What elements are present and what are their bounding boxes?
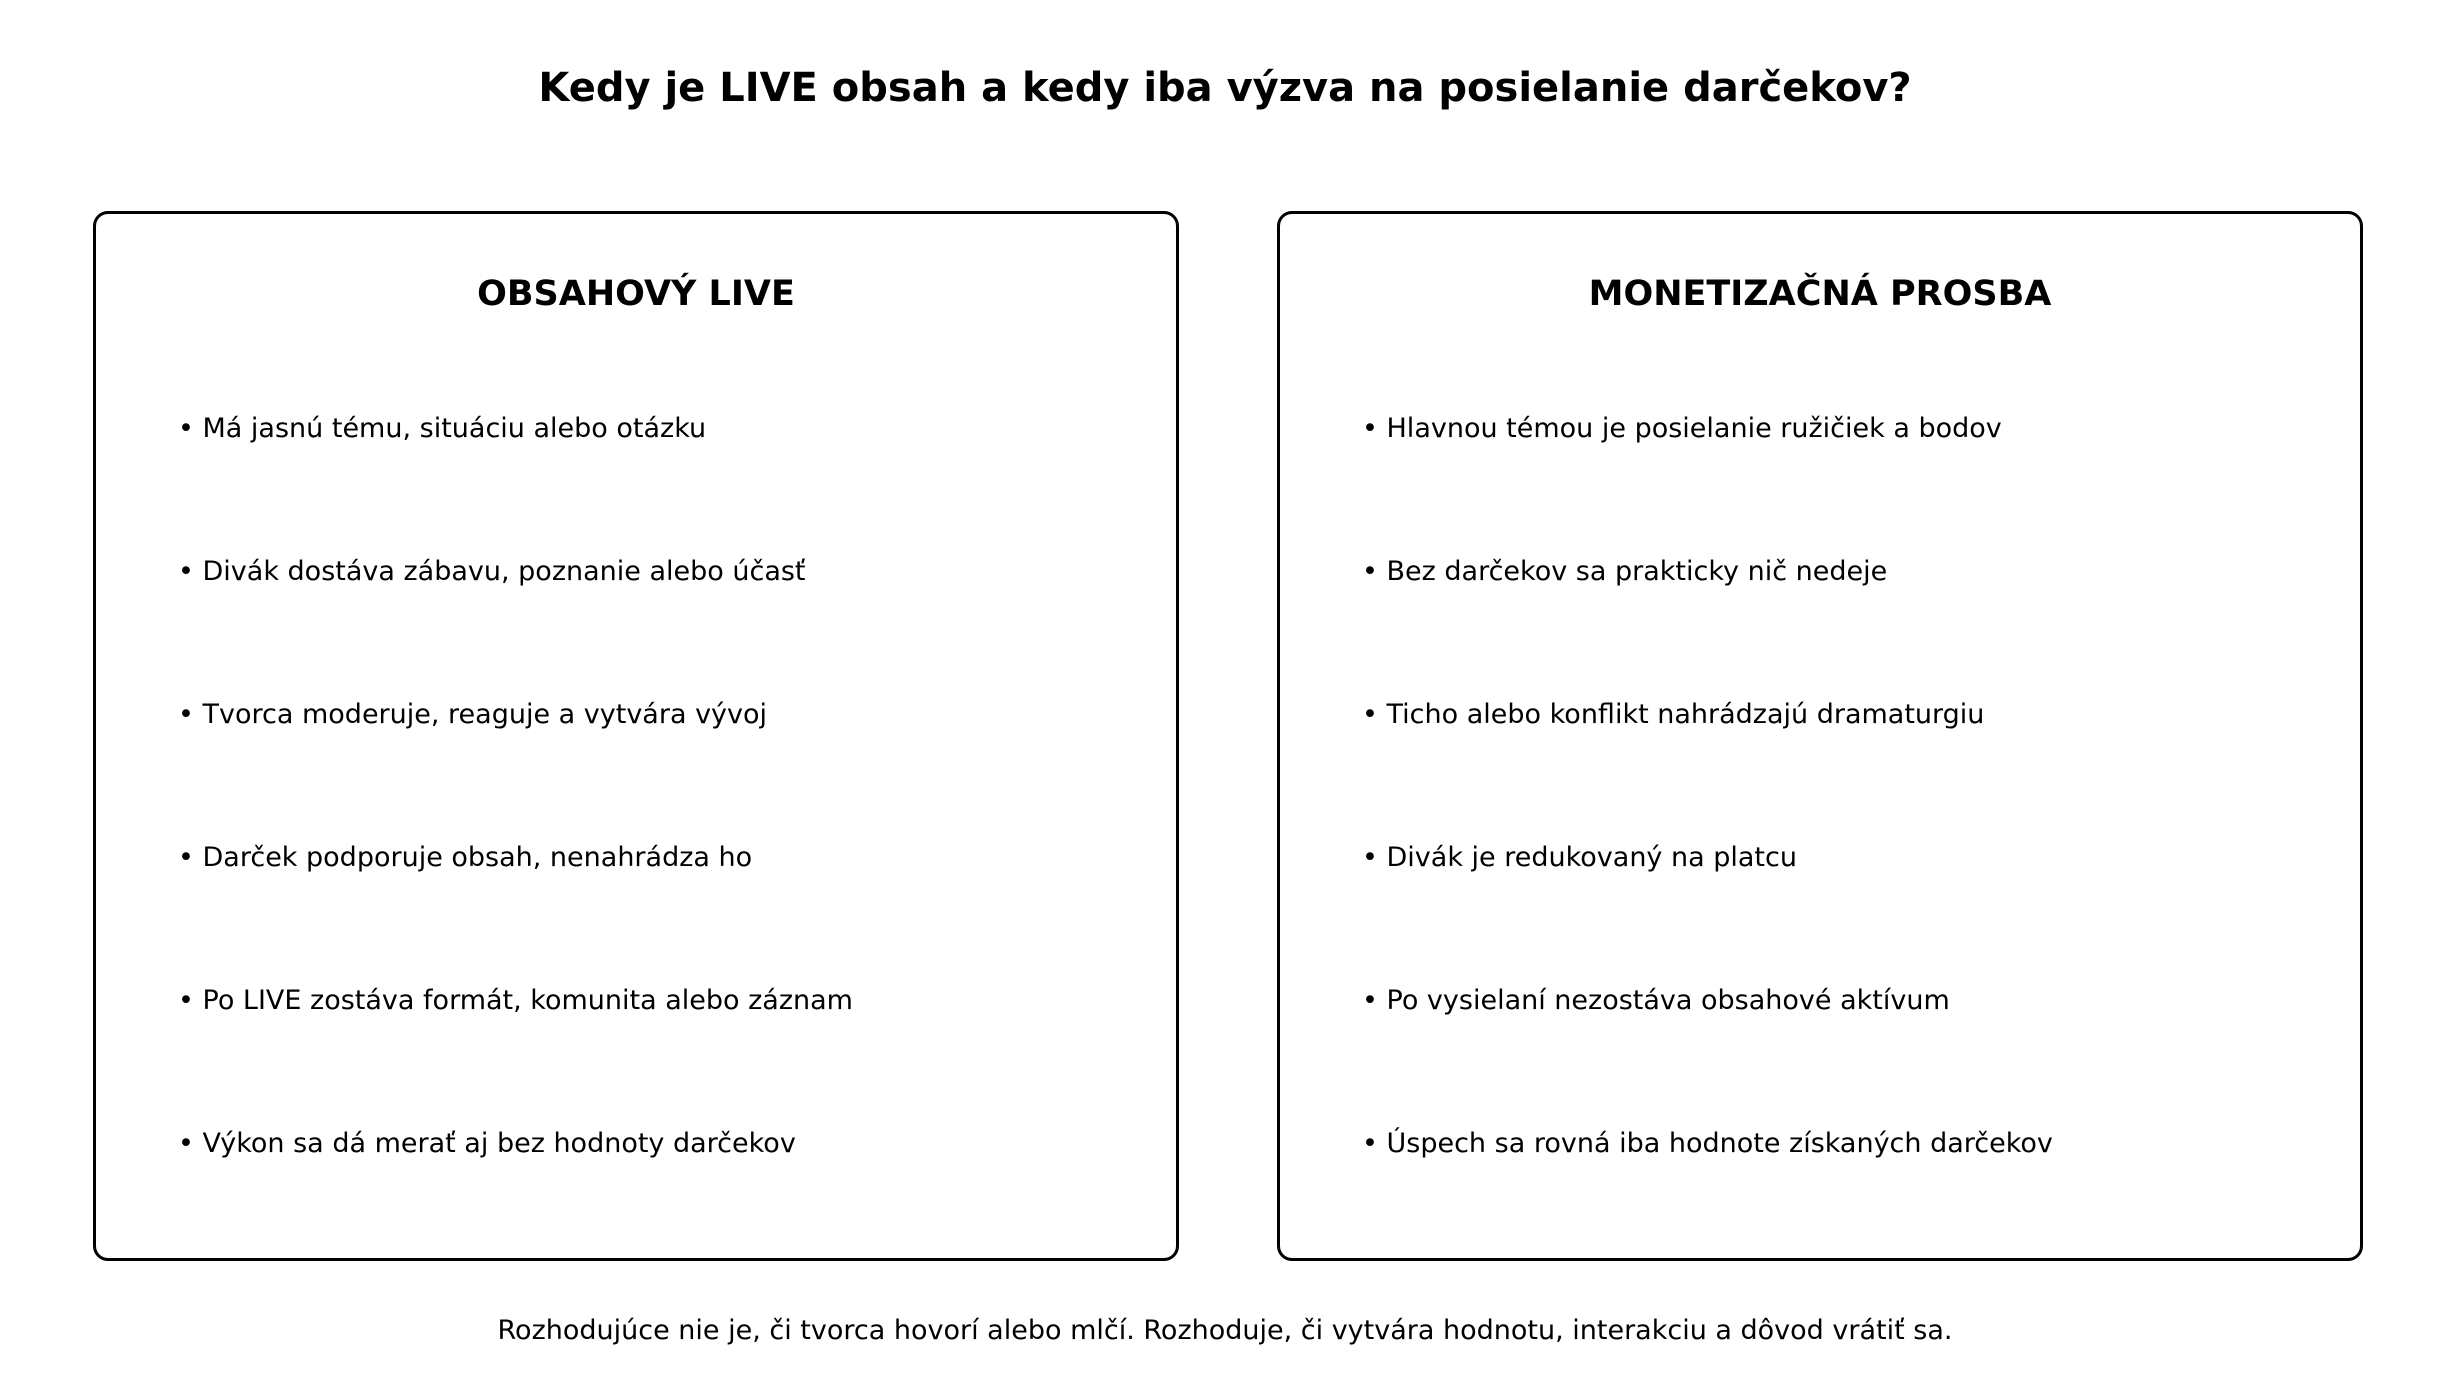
list-item: • Po LIVE zostáva formát, komunita alebo záznam <box>178 985 853 1016</box>
content-live-panel <box>93 211 1179 1261</box>
list-item: • Divák dostáva zábavu, poznanie alebo účasť <box>178 556 806 587</box>
list-item: • Bez darčekov sa prakticky nič nedeje <box>1362 556 1888 587</box>
list-item: • Úspech sa rovná iba hodnote získaných darčekov <box>1362 1128 2053 1159</box>
list-item: • Tvorca moderuje, reaguje a vytvára vývoj <box>178 699 768 730</box>
list-item: • Výkon sa dá merať aj bez hodnoty darčekov <box>178 1128 796 1159</box>
footer-note: Rozhodujúce nie je, či tvorca hovorí alebo mlčí. Rozhoduje, či vytvára hodnotu, interakciu a dôvod vrátiť sa. <box>497 1315 1953 1346</box>
monetization-plea-panel <box>1277 211 2363 1261</box>
list-item: • Má jasnú tému, situáciu alebo otázku <box>178 413 707 444</box>
list-item: • Hlavnou témou je posielanie ružičiek a bodov <box>1362 413 2002 444</box>
list-item: • Ticho alebo konflikt nahrádzajú dramaturgiu <box>1362 699 1985 730</box>
monetization-plea-heading: MONETIZAČNÁ PROSBA <box>1588 274 2052 314</box>
list-item: • Po vysielaní nezostáva obsahové aktívum <box>1362 985 1950 1016</box>
content-live-heading: OBSAHOVÝ LIVE <box>477 274 795 314</box>
content-live-list <box>178 409 853 1267</box>
list-item: • Divák je redukovaný na platcu <box>1362 842 1797 873</box>
page-title: Kedy je LIVE obsah a kedy iba výzva na posielanie darčekov? <box>538 65 1912 111</box>
list-item: • Darček podporuje obsah, nenahrádza ho <box>178 842 753 873</box>
monetization-plea-list <box>1362 409 2053 1267</box>
